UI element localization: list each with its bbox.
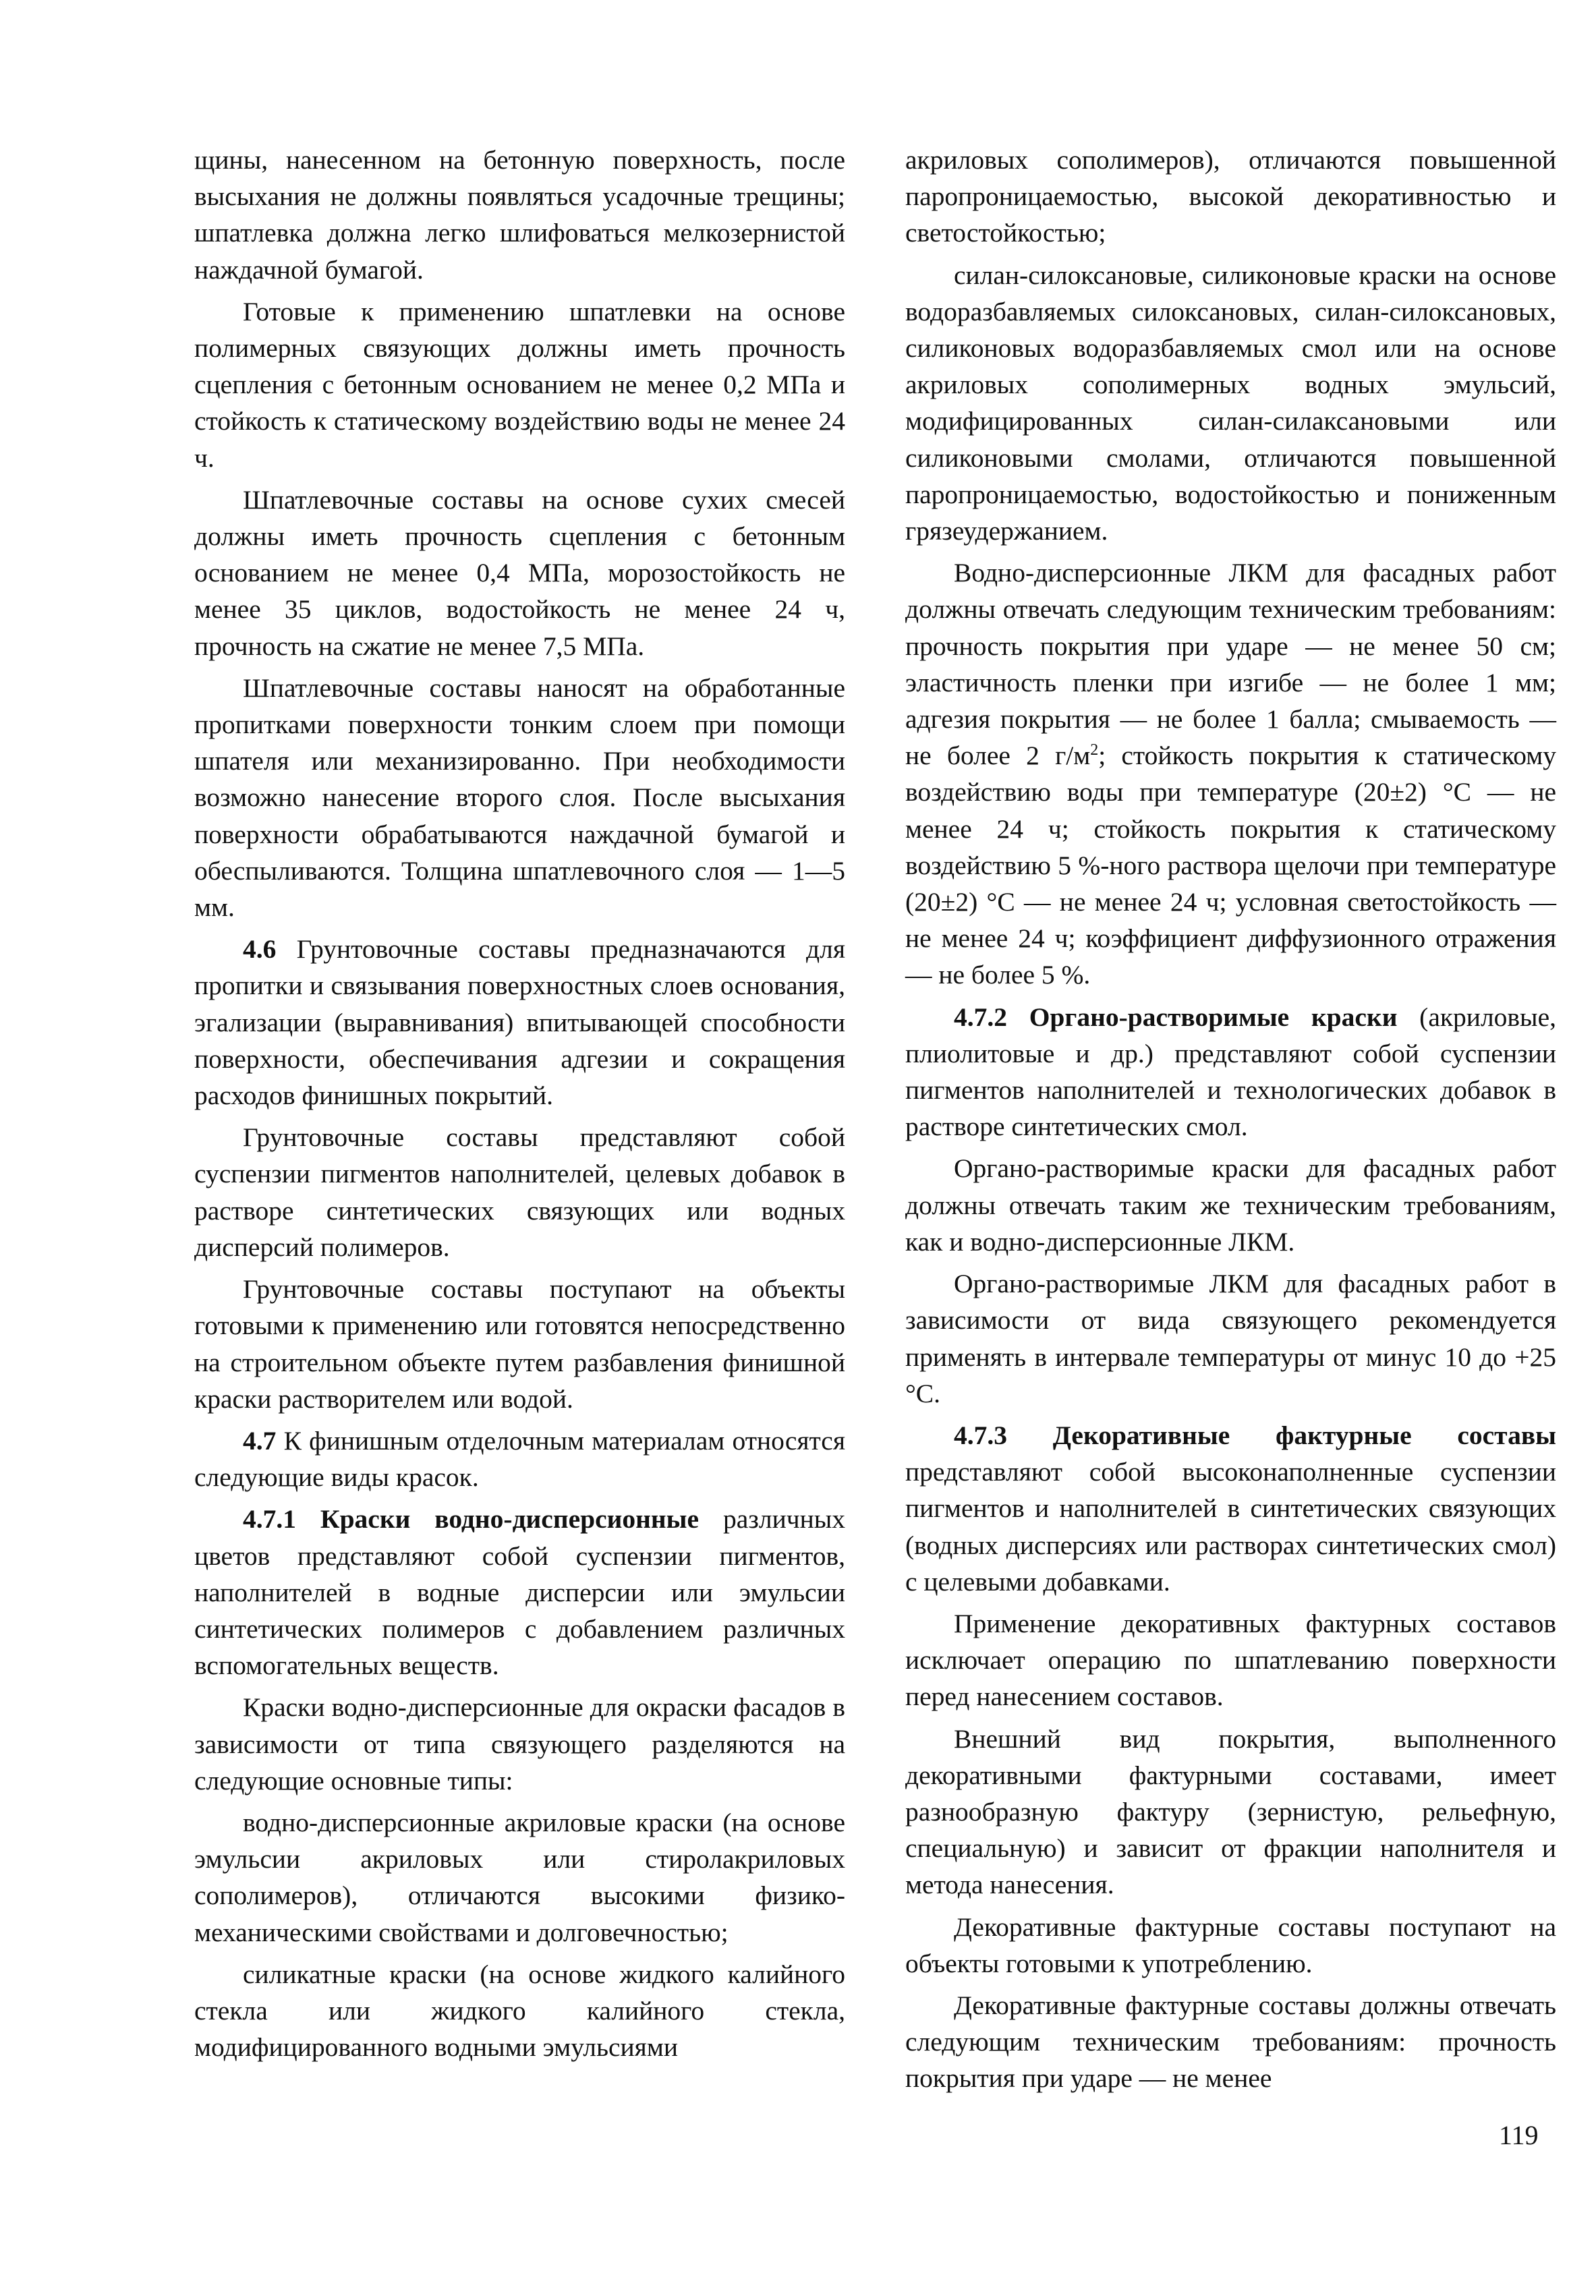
paragraph: Готовые к применению шпатлевки на основе полимерных связующих должны иметь прочность сцепления с бетонным основанием не менее 0,2 МПа и стойкость к статическому воздействию воды не менее 24 ч. (194, 296, 845, 473)
paragraph-text: Водно-дисперсионные ЛКМ для фасадных работ должны отвечать следующим техническим требованиям: прочность покрытия при ударе — не менее 50 см; эластичность пленки при изгибе — не более 1 мм; адгезия покрытия — не более 1 балла; смываемость — не более 2 г/м (905, 558, 1556, 771)
section-heading: 4.7.3 Декоративные фактурные составы (954, 1420, 1556, 1450)
section-number: 4.7 (243, 1425, 277, 1456)
section-number: 4.6 (243, 934, 277, 965)
section-number: 4.7.1 (243, 1504, 296, 1534)
paragraph (905, 554, 1556, 993)
paragraph-text: (акриловые, плиолитовые и др.) представляют собой суспензии пигментов наполнителей и технологических добавок в растворе синтетических смол. (905, 1002, 1557, 1142)
section-heading: 4.7.2 Органо-растворимые краски (954, 1002, 1398, 1032)
section-paragraph (194, 1423, 845, 1495)
paragraph: Декоративные фактурные составы поступают на объекты готовыми к употреблению. (905, 1912, 1556, 1978)
section-paragraph (194, 1501, 845, 1684)
paragraph: Декоративные фактурные составы должны отвечать следующим техническим требованиям: прочность покрытия при ударе — не менее (905, 1990, 1556, 2094)
paragraph: акриловых сополимеров), отличаются повышенной паропроницаемостью, высокой декоративностью и светостойкостью; (905, 145, 1556, 248)
paragraph-text: ; стойкость покрытия к статическому воздействию воды при температуре (20±2) °С — не менее 24 ч; стойкость покрытия к статическому воздействию 5 %-ного раствора щелочи при температуре (20±2) °С — не менее 24 ч; условная светостойкость — не менее 24 ч; коэффициент диффузионного отражения — не более 5 %. (905, 741, 1556, 990)
section-paragraph (194, 931, 845, 1114)
list-item: водно-дисперсионные акриловые краски (на основе эмульсии акриловых или стиролакриловых сополимеров), отличаются высокими физико-механическими свойствами и долговечностью; (194, 1807, 845, 1947)
paragraph-text: К финишным отделочным материалам относятся следующие виды красок. (194, 1425, 845, 1493)
paragraph: Органо-растворимые ЛКМ для фасадных работ в зависимости от вида связующего рекомендуется применять в интервале температуры от минус 10 до +25 °С. (905, 1269, 1556, 1408)
section-paragraph (905, 1417, 1556, 1600)
paragraph: Грунтовочные составы поступают на объекты готовыми к применению или готовятся непосредственно на строительном объекте путем разбавления финишной краски растворителем или водой. (194, 1274, 845, 1414)
section-paragraph (905, 999, 1556, 1145)
page-number: 119 (1499, 2120, 1539, 2150)
paragraph: Шпатлевочные составы наносят на обработанные пропитками поверхности тонким слоем при помощи шпателя или механизированно. При необходимости возможно нанесение второго слоя. После высыхания поверхности обрабатываются наждачной бумагой и обеспыливаются. Толщина шпатлевочного слоя — 1—5 мм. (194, 672, 845, 923)
paragraph-text: представляют собой высоконаполненные суспензии пигментов и наполнителей в синтетических связующих (водных дисперсиях или растворах синтетических смол) с целевыми добавками. (905, 1457, 1556, 1597)
superscript: 2 (1090, 741, 1099, 759)
paragraph: Применение декоративных фактурных составов исключает операцию по шпатлеванию поверхности перед нанесением составов. (905, 1608, 1556, 1712)
section-heading: Краски водно-дисперсионные (296, 1504, 700, 1534)
paragraph: Шпатлевочные составы на основе сухих смесей должны иметь прочность сцепления с бетонным основанием не менее 0,4 МПа, морозостойкость не менее 35 циклов, водостойкость не менее 24 ч, прочность на сжатие не менее 7,5 МПа. (194, 484, 845, 661)
paragraph-text: различных цветов представляют собой суспензии пигментов, наполнителей в водные дисперсии или эмульсии синтетических полимеров с добавлением различных вспомогательных веществ. (194, 1504, 845, 1681)
paragraph: Внешний вид покрытия, выполненного декоративными фактурными составами, имеет разнообразную фактуру (зернистую, рельефную, специальную) и зависит от фракции наполнителя и метода нанесения. (905, 1723, 1556, 1900)
paragraph-text: Грунтовочные составы предназначаются для пропитки и связывания поверхностных слоев основания, эгализации (выравнивания) впитывающей способности поверхности, обеспечивания адгезии и сокращения расходов финишных покрытий. (194, 934, 845, 1111)
right-column (905, 142, 1556, 2097)
paragraph: Грунтовочные составы представляют собой суспензии пигментов наполнителей, целевых добавок в растворе синтетических связующих или водных дисперсий полимеров. (194, 1122, 845, 1262)
list-item: силан-силоксановые, силиконовые краски на основе водоразбавляемых силоксановых, силан-силоксановых, силиконовых водоразбавляемых смол или на основе акриловых сополимерных водных эмульсий, модифицированных силан-силаксановыми или силиконовыми смолами, отличаются повышенной паропроницаемостью, водостойкостью и пониженным грязеудержанием. (905, 260, 1556, 546)
paragraph: Органо-растворимые краски для фасадных работ должны отвечать таким же техническим требованиям, как и водно-дисперсионные ЛКМ. (905, 1153, 1556, 1257)
left-column (194, 142, 845, 2065)
paragraph: Краски водно-дисперсионные для окраски фасадов в зависимости от типа связующего разделяются на следующие основные типы: (194, 1692, 845, 1796)
list-item: силикатные краски (на основе жидкого калийного стекла или жидкого калийного стекла, модифицированного водными эмульсиями (194, 1959, 845, 2063)
paragraph: щины, нанесенном на бетонную поверхность, после высыхания не должны появляться усадочные трещины; шпатлевка должна легко шлифоваться мелкозернистой наждачной бумагой. (194, 145, 845, 285)
